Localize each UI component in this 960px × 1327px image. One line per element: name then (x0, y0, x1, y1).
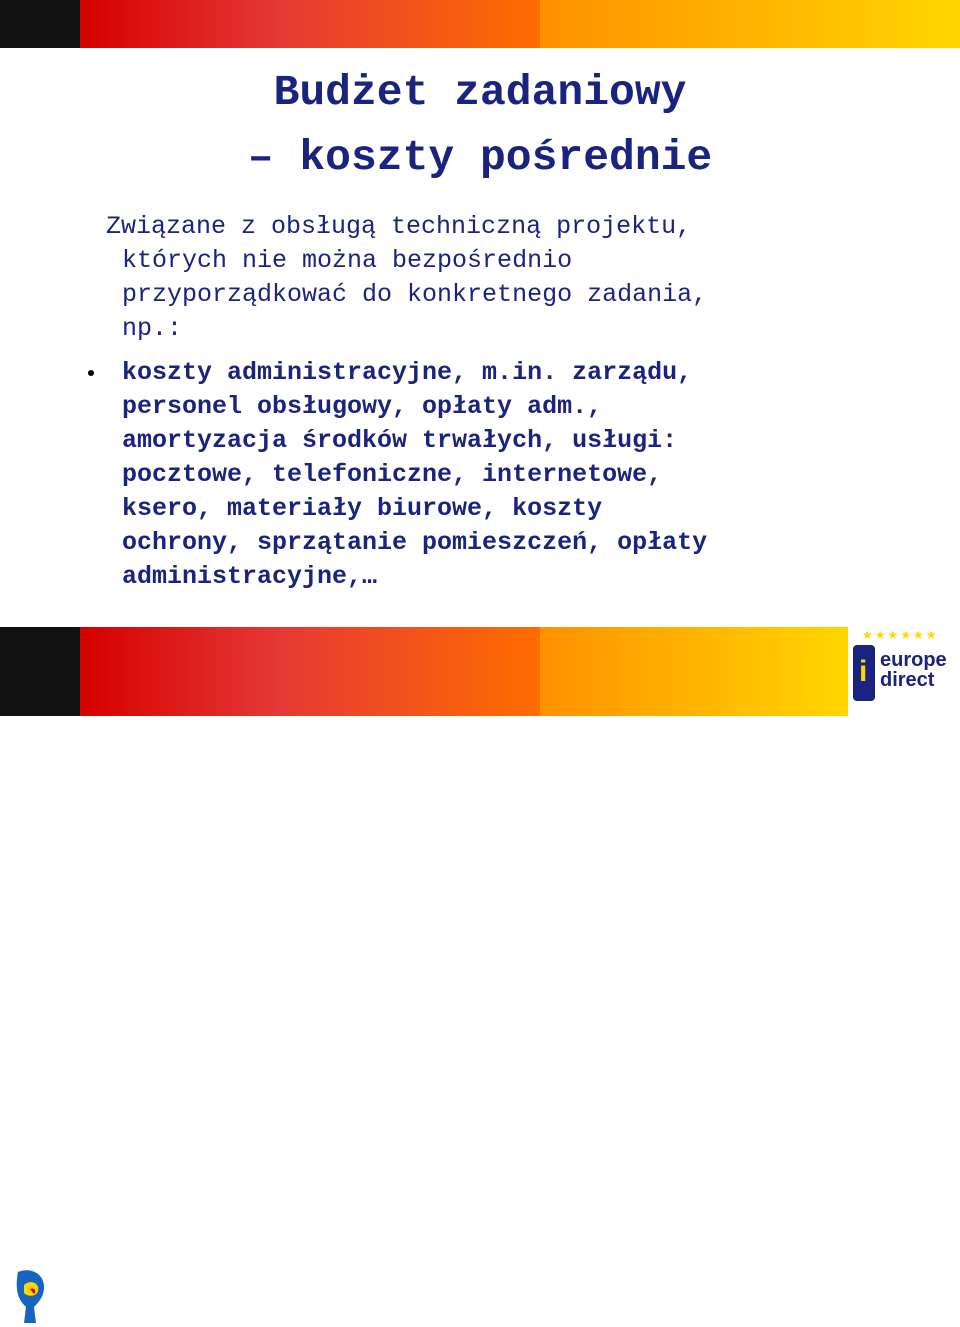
europe-text: europe (880, 649, 947, 671)
top-bar-red-segment (80, 0, 280, 48)
slide-title-line2: – koszty pośrednie (247, 133, 713, 182)
intro-line: Związane z obsługą techniczną projektu, (106, 212, 692, 241)
bottom-bar-red-segment (80, 627, 280, 716)
bullet-line: ochrony, sprzątanie pomieszczeń, opłaty (122, 528, 708, 557)
bullet-item (122, 356, 902, 594)
slide-title-line1: Budżet zadaniowy (273, 68, 687, 117)
bullet-line: ksero, materiały biurowe, koszty (122, 494, 603, 523)
europe-direct-text (880, 650, 947, 690)
intro-line: przyporządkować do konkretnego zadania, (122, 280, 708, 309)
intro-line: np.: (122, 314, 183, 343)
top-decorative-bar (0, 0, 960, 48)
bottom-decorative-bar (0, 627, 960, 716)
warsaw-logo-icon (10, 1267, 50, 1327)
eu-stars-icon: ★★★★★★ (862, 628, 939, 642)
top-bar-black-segment (0, 0, 80, 48)
bullet-line: koszty administracyjne, m.in. zarządu, (122, 358, 693, 387)
bullet-line: pocztowe, telefoniczne, internetowe, (122, 460, 663, 489)
bullet-line: administracyjne,… (122, 562, 378, 591)
warsaw-logo (0, 627, 80, 716)
bullet-line: amortyzacja środków trwałych, usługi: (122, 426, 678, 455)
bullet-line: personel obsługowy, opłaty adm., (122, 392, 603, 421)
info-letter: i (859, 655, 868, 688)
bottom-bar-yellow-segment (540, 627, 848, 716)
top-bar-yellow-segment (540, 0, 960, 48)
intro-paragraph (106, 210, 866, 346)
top-bar-orange-segment (280, 0, 540, 48)
direct-text: direct (880, 669, 935, 691)
bottom-bar-orange-segment (280, 627, 540, 716)
bullet-dot-icon (88, 370, 94, 376)
intro-line: których nie można bezpośrednio (122, 246, 573, 275)
